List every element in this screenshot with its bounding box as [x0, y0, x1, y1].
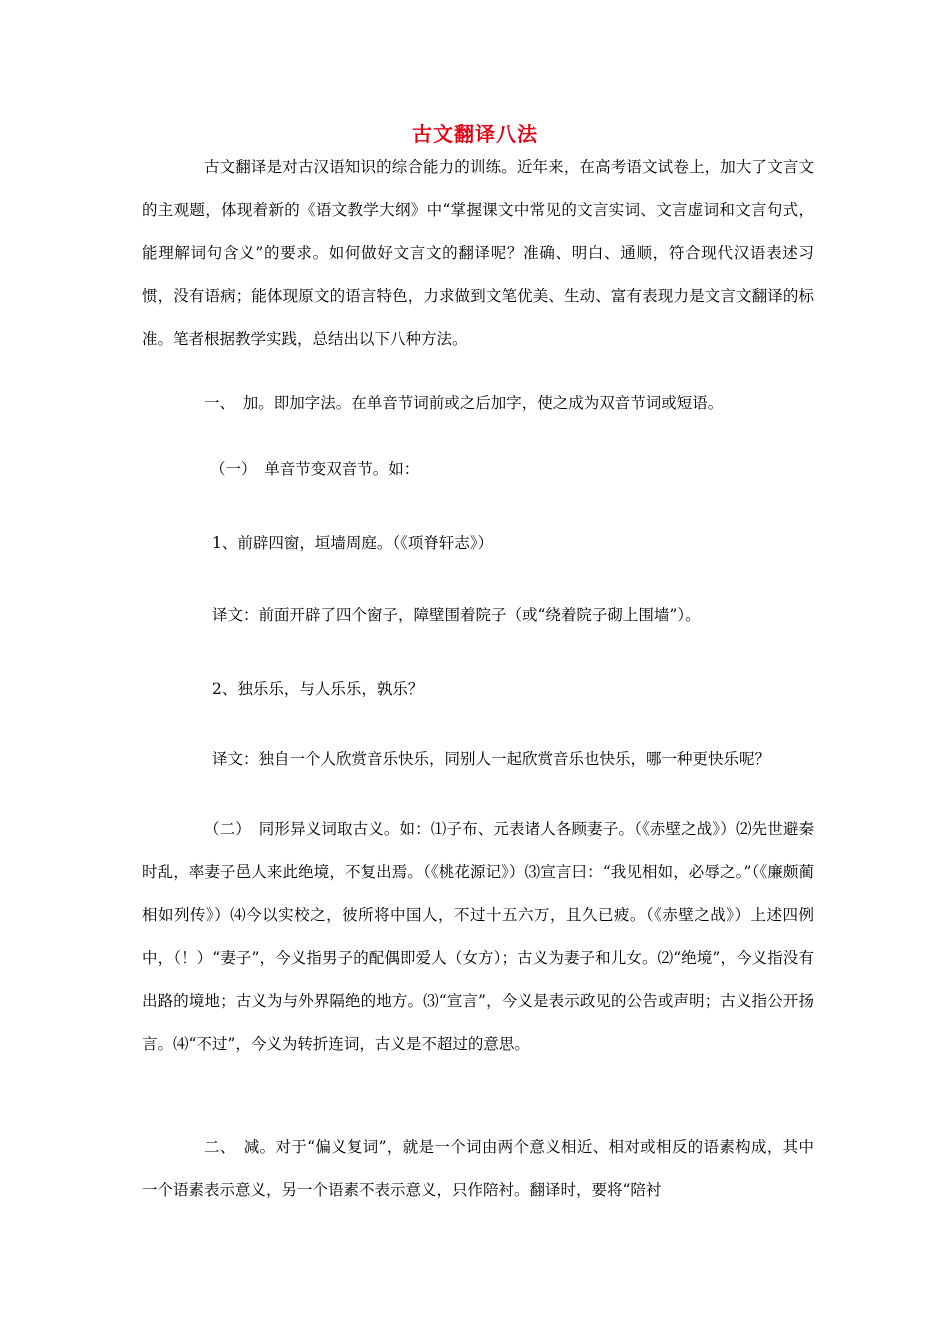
document-title: 古文翻译八法: [412, 122, 538, 146]
translation-2: 译文：独自一个人欣赏音乐快乐，同别人一起欣赏音乐也快乐，哪一种更快乐呢？: [212, 750, 771, 768]
section-2-paragraph: 二、 减。对于“偏义复词”，就是一个词由两个意义相近、相对或相反的语素构成，其中一个语素表示意义，另一个语素不表示意义，只作陪衬。翻译时，要将“陪衬: [142, 1138, 814, 1199]
intro-paragraph: 古文翻译是对古汉语知识的综合能力的训练。近年来，在高考语文试卷上，加大了文言文的主观题，体现着新的《语文教学大纲》中“掌握课文中常见的文言实词、文言虚词和文言句式，能理解词句含义”的要求。如何做好文言文的翻译呢？准确、明白、通顺，符合现代汉语表述习惯，没有语病；能体现原文的语言特色，力求做到文笔优美、生动、富有表现力是文言文翻译的标准。笔者根据教学实践，总结出以下八种方法。: [142, 158, 814, 348]
section-1-heading: 一、 加。即加字法。在单音节词前或之后加字，使之成为双音节词或短语。: [204, 394, 724, 412]
translation-1: 译文：前面开辟了四个窗子，障壁围着院子（或“绕着院子砌上围墙”）。: [212, 606, 701, 624]
subsection-1-heading: （一） 单音节变双音节。如：: [210, 460, 420, 478]
subsection-2-paragraph: （二） 同形异义词取古义。如：⑴子布、元表诸人各顾妻子。（《赤壁之战》）⑵先世避秦时乱，率妻子邑人来此绝境，不复出焉。（《桃花源记》）⑶宣言曰：“我见相如，必辱之。”（《廉颇蔺相如列传》）⑷今以实校之，彼所将中国人，不过十五六万，且久已疲。（《赤壁之战》）上述四例中，（！）“妻子”，今义指男子的配偶即爱人（女方）；古义为妻子和儿女。⑵“绝境”，今义指没有出路的境地；古义为与外界隔绝的地方。⑶“宣言”，今义是表示政见的公告或声明；古义指公开扬言。⑷“不过”，今义为转折连词，古义是不超过的意思。: [142, 820, 814, 1053]
example-2: 2、独乐乐，与人乐乐，孰乐？: [212, 680, 424, 698]
example-1: 1、前辟四窗，垣墙周庭。（《项脊轩志》）: [212, 534, 494, 552]
